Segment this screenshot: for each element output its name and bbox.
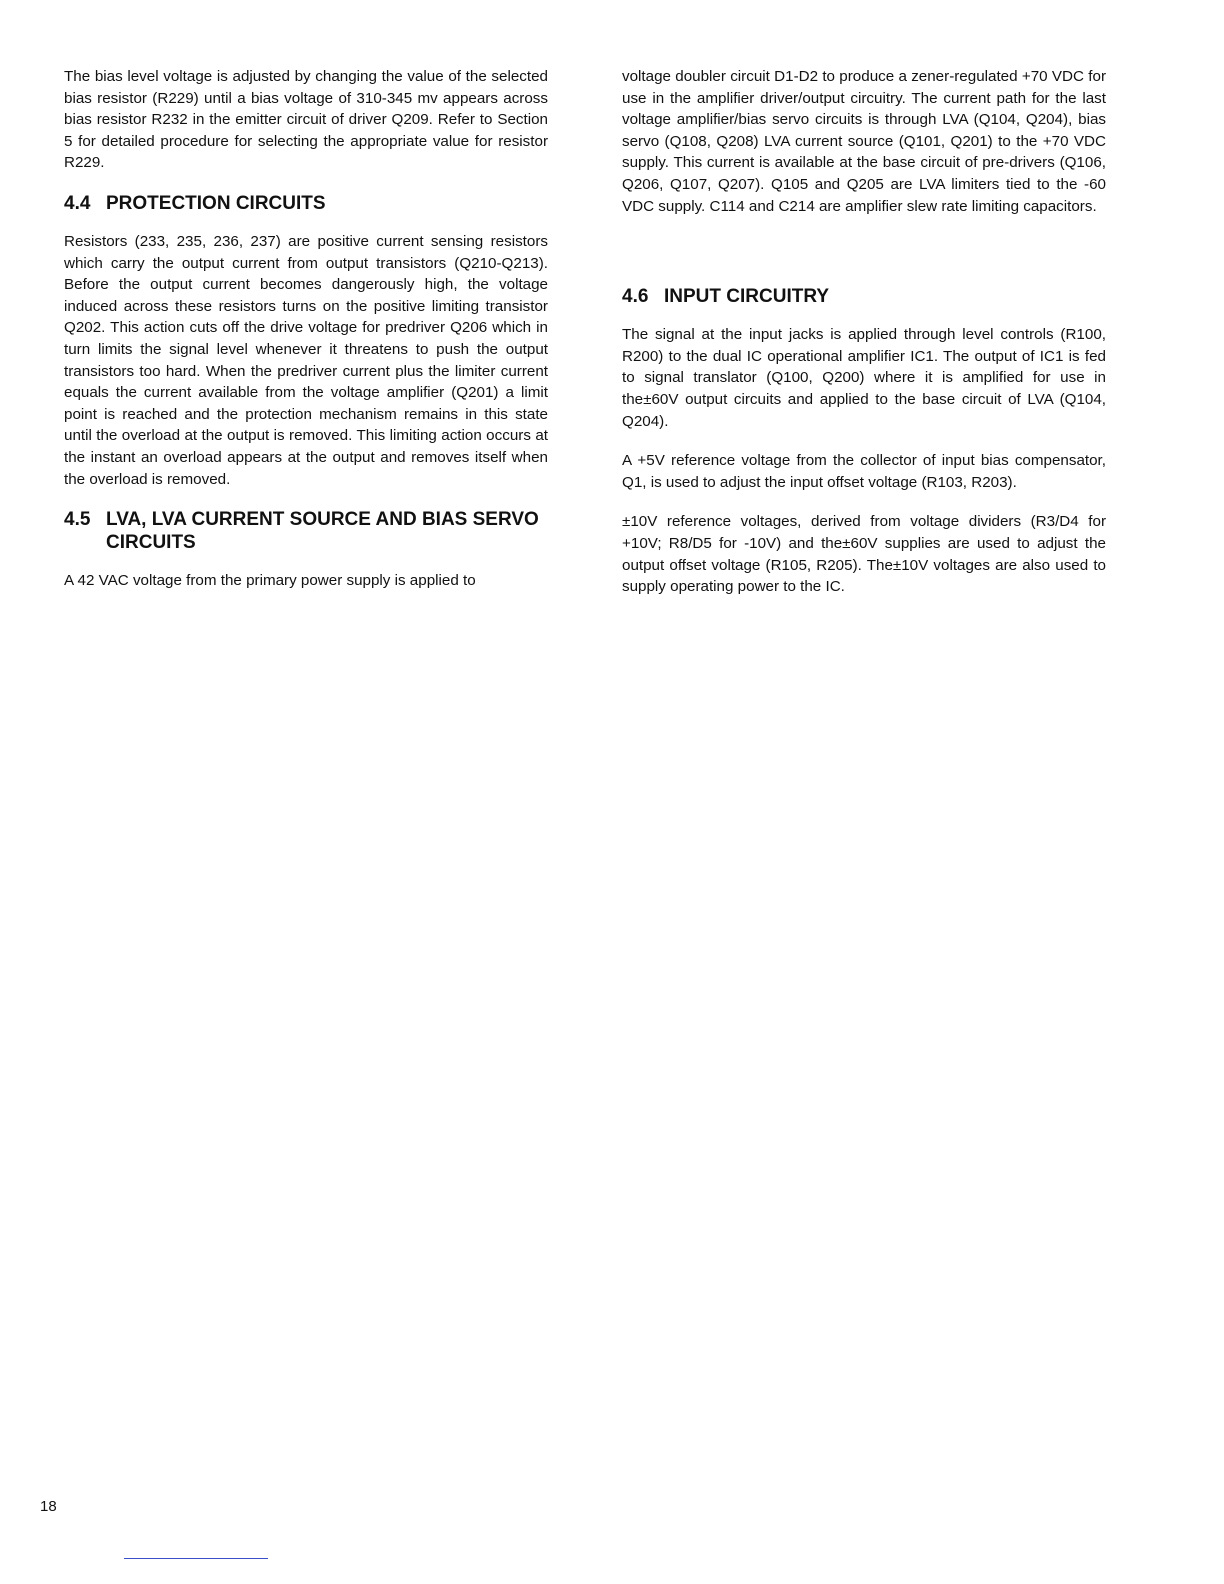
paragraph-bias-level: The bias level voltage is adjusted by changing the value of the selected bias resistor (R229) until a bias voltage of 310-345 mv appears across bias resistor R232 in the emitter circuit of driver Q209. Refer to Section 5 for detailed procedure for selecting the appropriate value for resistor R229. — [64, 68, 548, 172]
section-number: 4.6 — [622, 286, 649, 308]
paragraph-protection: Resistors (233, 235, 236, 237) are positive current sensing resistors which carry the output current from output transistors (Q210-Q213). Before the output current becomes dangerously high, the voltage induced across these resistors turns on the positive limiting transistor Q202. This action cuts off the drive voltage for predriver Q206 which in turn limits the signal level whenever it threatens to push the output transistors too hard. When the predriver current plus the limiter current equals the current available from the voltage amplifier (Q201) a limit point is reached and the protection mechanism remains in this state until the overload at the output is removed. This limiting action occurs at the instant an overload appears at the output and removes itself when the overload is removed. — [64, 232, 548, 488]
footer-rule — [124, 1558, 268, 1559]
spacer — [622, 235, 1106, 285]
section-title: LVA, LVA CURRENT SOURCE AND BIAS SERVO CIRCUITS — [106, 509, 539, 554]
section-heading-4-5 — [64, 508, 548, 554]
paragraph-5v-reference: A +5V reference voltage from the collector of input bias compensator, Q1, is used to adjust the input offset voltage (R103, R203). — [622, 452, 1106, 491]
section-title: PROTECTION CIRCUITS — [106, 192, 326, 214]
right-column — [622, 66, 1106, 616]
paragraph-lva-intro: A 42 VAC voltage from the primary power supply is applied to — [64, 572, 476, 590]
paragraph-10v-reference: ±10V reference voltages, derived from voltage dividers (R3/D4 for +10V; R8/D5 for -10V) and the±60V supplies are used to adjust the output offset voltage (R105, R205). The±10V voltages are also used to supply operating power to the IC. — [622, 513, 1106, 596]
page-number: 18 — [40, 1498, 57, 1515]
left-column — [64, 66, 548, 610]
paragraph-input-signal: The signal at the input jacks is applied through level controls (R100, R200) to the dual IC operational amplifier IC1. The output of IC1 is fed to signal translator (Q100, Q200) where it is amplified for use in the±60V output circuits and applied to the base circuit of LVA (Q104, Q204). — [622, 326, 1106, 430]
section-heading-4-6 — [622, 285, 1106, 308]
section-heading-4-4 — [64, 192, 548, 215]
paragraph-voltage-doubler: voltage doubler circuit D1-D2 to produce a zener-regulated +70 VDC for use in the amplifier driver/output circuitry. The current path for the last voltage amplifier/bias servo circuits is through LVA (Q104, Q204), bias servo (Q108, Q208) LVA current source (Q101, Q201) to the +70 VDC supply. This current is available at the base circuit of pre-drivers (Q106, Q206, Q107, Q207). Q105 and Q205 are LVA limiters tied to the -60 VDC supply. C114 and C214 are amplifier slew rate limiting capacitors. — [622, 68, 1106, 215]
section-title: INPUT CIRCUITRY — [664, 286, 830, 308]
section-number: 4.5 — [64, 509, 91, 531]
section-number: 4.4 — [64, 192, 91, 214]
